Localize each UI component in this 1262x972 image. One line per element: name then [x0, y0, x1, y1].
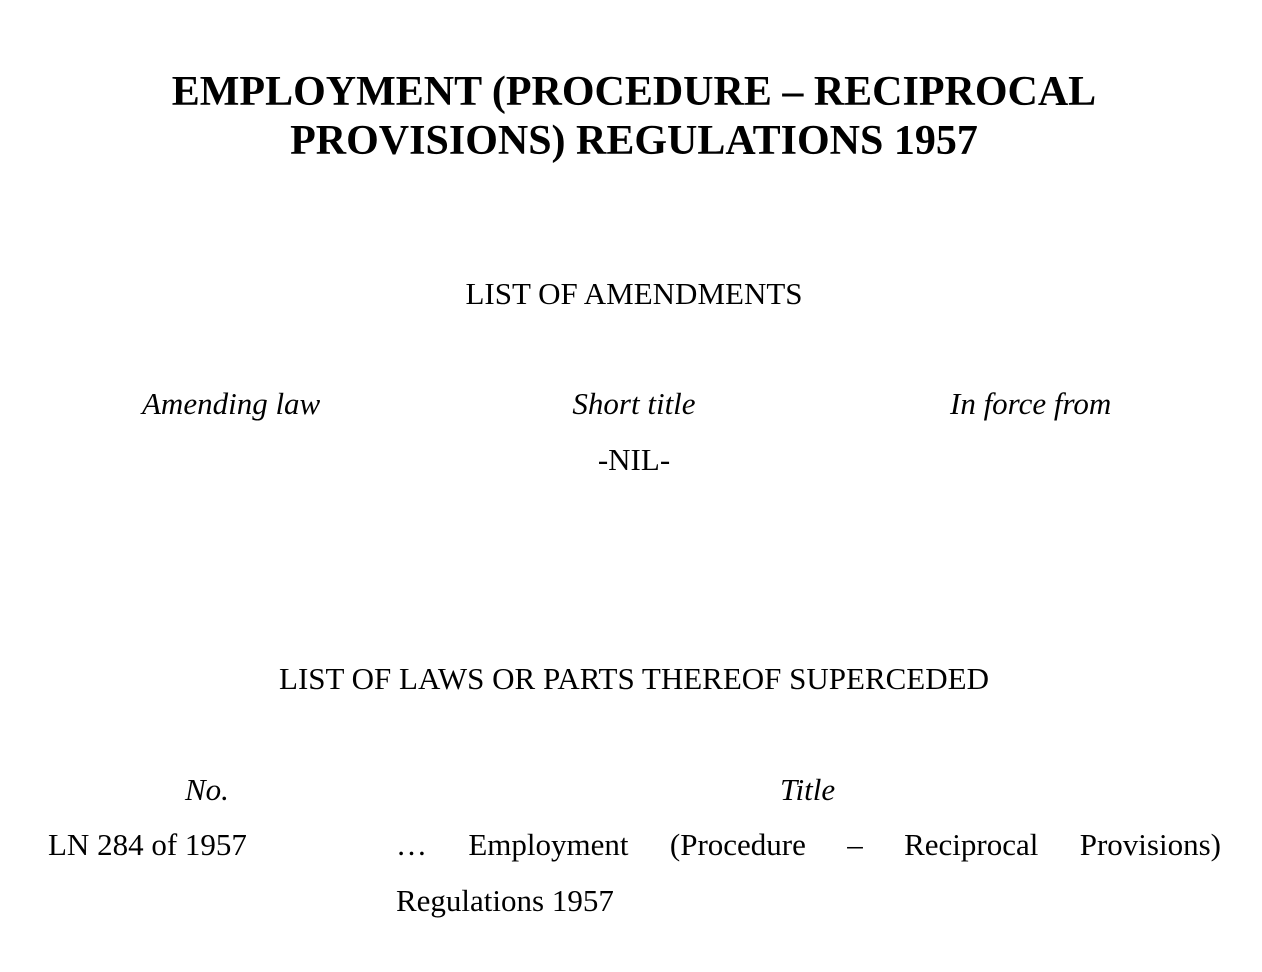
amendments-nil-entry: -NIL-: [597, 442, 671, 477]
title-word: –: [847, 827, 863, 862]
document-title-line-2: PROVISIONS) REGULATIONS 1957: [290, 118, 978, 164]
document-title-line-1: EMPLOYMENT (PROCEDURE – RECIPROCAL: [171, 69, 1097, 115]
document-title: [0, 68, 1262, 166]
superceded-row-title-line-2: Regulations 1957: [396, 883, 614, 918]
column-header-no: No.: [185, 772, 229, 807]
column-header-short-title: Short title: [572, 386, 696, 421]
title-word: Provisions): [1079, 827, 1221, 862]
superceded-heading: LIST OF LAWS OR PARTS THEREOF SUPERCEDED: [279, 661, 989, 696]
column-header-title: Title: [780, 772, 836, 807]
title-word: (Procedure: [669, 827, 806, 862]
superceded-row-title-line-1: [396, 827, 1221, 863]
title-word: …: [396, 827, 427, 862]
title-word: Employment: [468, 827, 629, 862]
superceded-row-number: LN 284 of 1957: [48, 827, 247, 862]
column-header-in-force-from: In force from: [950, 386, 1112, 421]
amendments-heading: LIST OF AMENDMENTS: [465, 276, 803, 311]
title-word: Reciprocal: [904, 827, 1039, 862]
column-header-amending-law: Amending law: [142, 386, 321, 421]
